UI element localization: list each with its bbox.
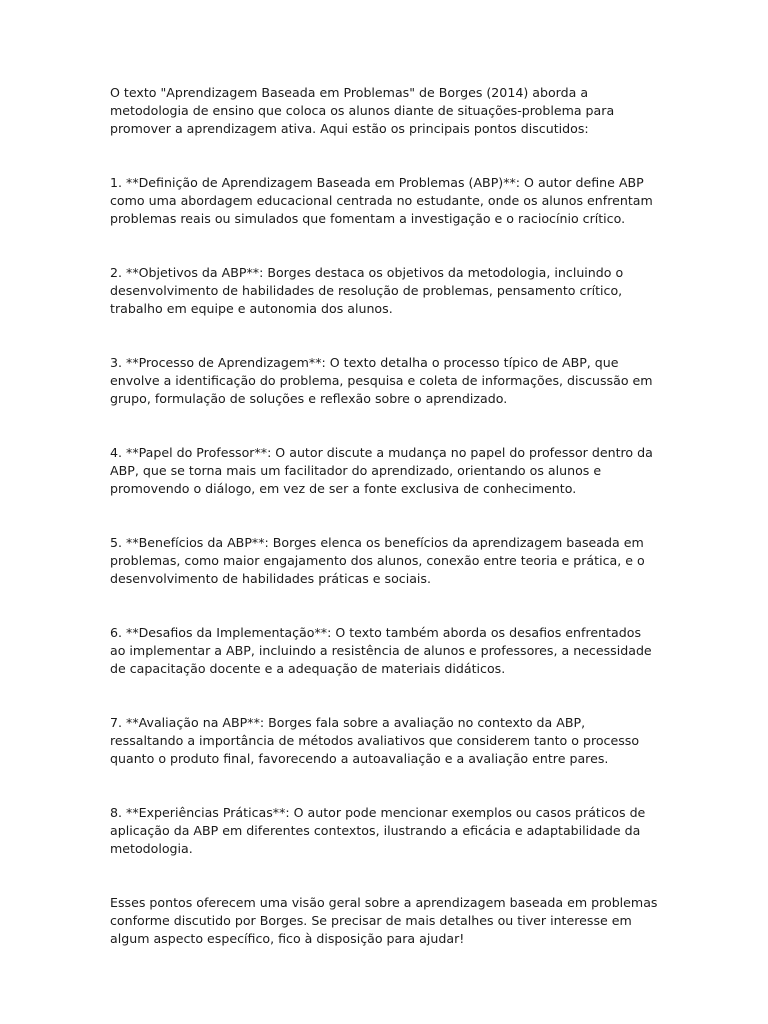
intro-paragraph: O texto "Aprendizagem Baseada em Problemas" de Borges (2014) aborda a metodologia de ensino que coloca os alunos diante de situações-problema para promover a aprendizagem ativa. Aqui estão os principais pontos discutidos:	[110, 85, 615, 136]
list-item-processo: 3. **Processo de Aprendizagem**: O texto detalha o processo típico de ABP, que envolve a identificação do problema, pesquisa e coleta de informações, discussão em grupo, formulação de soluções e reflexão sobre o aprendizado.	[110, 355, 653, 406]
document-page	[110, 84, 660, 948]
list-item-experiencias: 8. **Experiências Práticas**: O autor pode mencionar exemplos ou casos práticos de aplicação da ABP em diferentes contextos, ilustrando a eficácia e adaptabilidade da metodologia.	[110, 805, 646, 856]
list-item-objetivos: 2. **Objetivos da ABP**: Borges destaca os objetivos da metodologia, incluindo o desenvolvimento de habilidades de resolução de problemas, pensamento crítico, trabalho em equipe e autonomia dos alunos.	[110, 265, 624, 316]
conclusion-paragraph: Esses pontos oferecem uma visão geral sobre a aprendizagem baseada em problemas conforme discutido por Borges. Se precisar de mais detalhes ou tiver interesse em algum aspecto específico, fico à disposição para ajudar!	[110, 895, 658, 946]
list-item-papel-professor: 4. **Papel do Professor**: O autor discute a mudança no papel do professor dentro da ABP, que se torna mais um facilitador do aprendizado, orientando os alunos e promovendo o diálogo, em vez de ser a fonte exclusiva de conhecimento.	[110, 445, 653, 496]
list-item-avaliacao: 7. **Avaliação na ABP**: Borges fala sobre a avaliação no contexto da ABP, ressaltando a importância de métodos avaliativos que considerem tanto o processo quanto o produto final, favorecendo a autoavaliação e a avaliação entre pares.	[110, 715, 640, 766]
list-item-beneficios: 5. **Benefícios da ABP**: Borges elenca os benefícios da aprendizagem baseada em problemas, como maior engajamento dos alunos, conexão entre teoria e prática, e o desenvolvimento de habilidades práticas e sociais.	[110, 535, 645, 586]
list-item-definicao: 1. **Definição de Aprendizagem Baseada em Problemas (ABP)**: O autor define ABP como uma abordagem educacional centrada no estudante, onde os alunos enfrentam problemas reais ou simulados que fomentam a investigação e o raciocínio crítico.	[110, 175, 653, 226]
list-item-desafios: 6. **Desafios da Implementação**: O texto também aborda os desafios enfrentados ao implementar a ABP, incluindo a resistência de alunos e professores, a necessidade de capacitação docente e a adequação de materiais didáticos.	[110, 625, 652, 676]
